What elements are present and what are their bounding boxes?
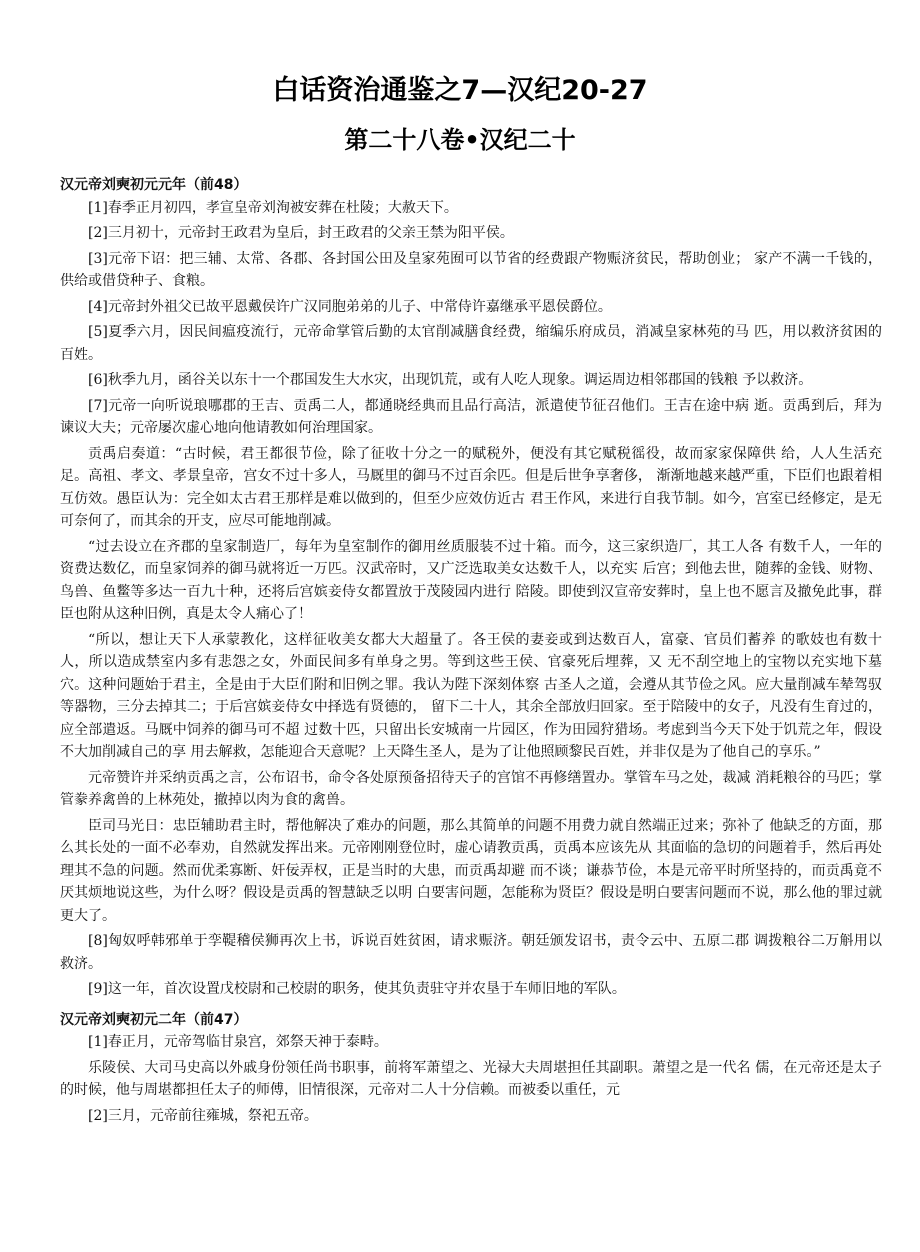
volume-subtitle: 第二十八卷•汉纪二十 <box>344 126 576 154</box>
section-heading: 汉元帝刘奭初元二年（前47） <box>60 1011 248 1028</box>
paragraph: [9]这一年，首次设置戊校尉和己校尉的职务，使其负责驻守并农垦于车师旧地的军队。 <box>88 981 626 997</box>
paragraph: “所以，想让天下人承蒙教化，这样征收美女都大大超量了。各王侯的妻妾或到达数百人，富豪、官员们蓄养 的歌妓也有数十人，所以造成禁室内多有悲怨之女，外面民间多有单身之男。等到这些王侯、官豪死后埋葬，又 无不刮空地上的宝物以充实地下墓穴。这种问题始于君主，全是由于大臣们附和旧例之罪。我认为陛下深刻体察 古圣人之道，会遵从其节俭之风。应大量削减车辇驾驭等器物，三分去掉其二；于后宫嫔妾侍女中择选有贤德的， 留下二十人，其余全部放归回家。至于陪陵中的女子，凡没有生育过的，应全部遣返。马厩中饲养的御马可不超 过数十匹，只留出长安城南一片园区，作为田园狩猎场。考虑到当今天下处于饥荒之年，假设不大加削减自己的享 用去解救，怎能迎合天意呢？上天降生圣人，是为了让他照顾黎民百姓，并非仅是为了他自己的享乐。” <box>60 631 882 760</box>
paragraph: [7]元帝一向听说琅哪郡的王吉、贡禹二人，都通晓经典而且品行高洁，派遣使节征召他们。王吉在途中病 逝。贡禹到后，拜为谏议大夫；元帝屡次虚心地向他请教如何治理国家。 <box>60 397 882 436</box>
paragraph: 贡禹启奏道：“古时候，君王都很节俭，除了征收十分之一的赋税外，便没有其它赋税徭役，故而家家保障供 给，人人生活充足。高祖、孝文、孝景皇帝，宫女不过十多人，马厩里的御马不过百余匹。但是后世争享奢侈， 渐渐地越来越严重，下臣们也跟着相互仿效。愚臣认为：完全如太古君王那样是难以做到的，但至少应效仿近古 君王作风，来进行自我节制。如今，宫室已经修定，是无可奈何了，而其余的开支，应尽可能地削减。 <box>60 445 882 529</box>
paragraph: [4]元帝封外祖父已故平恩戴侯许广汉同胞弟弟的儿子、中常侍许嘉继承平恩侯爵位。 <box>88 298 612 315</box>
paragraph: [2]三月，元帝前往雍城，祭祀五帝。 <box>88 1107 318 1124</box>
paragraph: [2]三月初十，元帝封王政君为皇后，封王政君的父亲王禁为阳平侯。 <box>88 225 514 241</box>
paragraph: [3]元帝下诏：把三辅、太常、各郡、各封国公田及皇家苑囿可以节省的经费跟产物赈济贫民，帮助创业； 家产不满一千钱的，供给或借贷种子、食粮。 <box>60 250 882 289</box>
paragraph: “过去设立在齐郡的皇家制造厂，每年为皇室制作的御用丝质服装不过十箱。而今，这三家织造厂，其工人各 有数千人，一年的资费达数亿，而皇家饲养的御马就将近一万匹。汉武帝时，又广泛选取美女达数千人，以充实 后宫；到他去世，随葬的金钱、财物、鸟兽、鱼鳖等多达一百九十种，还将后宫嫔妾侍女都置放于茂陵园内进行 陪陵。即使到汉宣帝安葬时，皇上也不愿言及撤免此事，群臣也附从这种旧例，真是太令人痛心了！ <box>60 538 882 622</box>
paragraph: 元帝赞许并采纳贡禹之言，公布诏书，命令各处原预备招待天子的宫馆不再修缮置办。掌管车马之处，裁减 消耗粮谷的马匹；掌管豢养禽兽的上林苑处，撤掉以肉为食的禽兽。 <box>60 769 882 808</box>
paragraph: [5]夏季六月，因民间瘟疫流行，元帝命掌管后勤的太官削减膳食经费，缩编乐府成员，消减皇家林苑的马 匹，用以救济贫困的百姓。 <box>60 324 882 363</box>
document-title: 白话资治通鉴之7—汉纪20-27 <box>272 75 648 106</box>
paragraph: [1]春季正月初四，孝宣皇帝刘洵被安葬在杜陵；大赦天下。 <box>88 199 458 216</box>
document-body <box>60 174 882 1130</box>
paragraph: [6]秋季九月，函谷关以东十一个郡国发生大水灾，出现饥荒，或有人吃人现象。调运周边相邻郡国的钱粮 予以救济。 <box>88 372 813 388</box>
paragraph: [1]春正月，元帝驾临甘泉宫，郊祭天神于泰畤。 <box>88 1034 388 1050</box>
paragraph: 乐陵侯、大司马史高以外戚身份领任尚书职事，前将军萧望之、光禄大夫周堪担任其副职。萧望之是一代名 儒，在元帝还是太子的时候，他与周堪都担任太子的师傅，旧情很深，元帝对二人十分信赖。而被委以重任，元 <box>60 1059 882 1098</box>
paragraph: [8]匈奴呼韩邪单于孪鞮稽侯狮再次上书，诉说百姓贫困，请求赈济。朝廷颁发诏书，责令云中、五原二郡 调拨粮谷二万斛用以救济。 <box>60 933 882 972</box>
section-heading: 汉元帝刘奭初元元年（前48） <box>60 177 248 193</box>
paragraph: 臣司马光日：忠臣辅助君主时，帮他解决了难办的问题，那么其简单的问题不用费力就自然端正过来；弥补了 他缺乏的方面，那么其长处的一面不必奉劝，自然就发挥出来。元帝刚刚登位时，虚心请教贡禹，贡禹本应该先从 其面临的急切的问题着手，然后再处理其不急的问题。然而优柔寡断、奸佞弄权，正是当时的大患，而贡禹却避 而不谈；谦恭节俭，本是元帝平时所坚持的，而贡禹竟不厌其烦地说这些，为什么呀？假设是贡禹的智慧缺乏以明 白要害问题，怎能称为贤臣？假设是明白要害问题而不说，那么他的罪过就更大了。 <box>60 817 882 924</box>
